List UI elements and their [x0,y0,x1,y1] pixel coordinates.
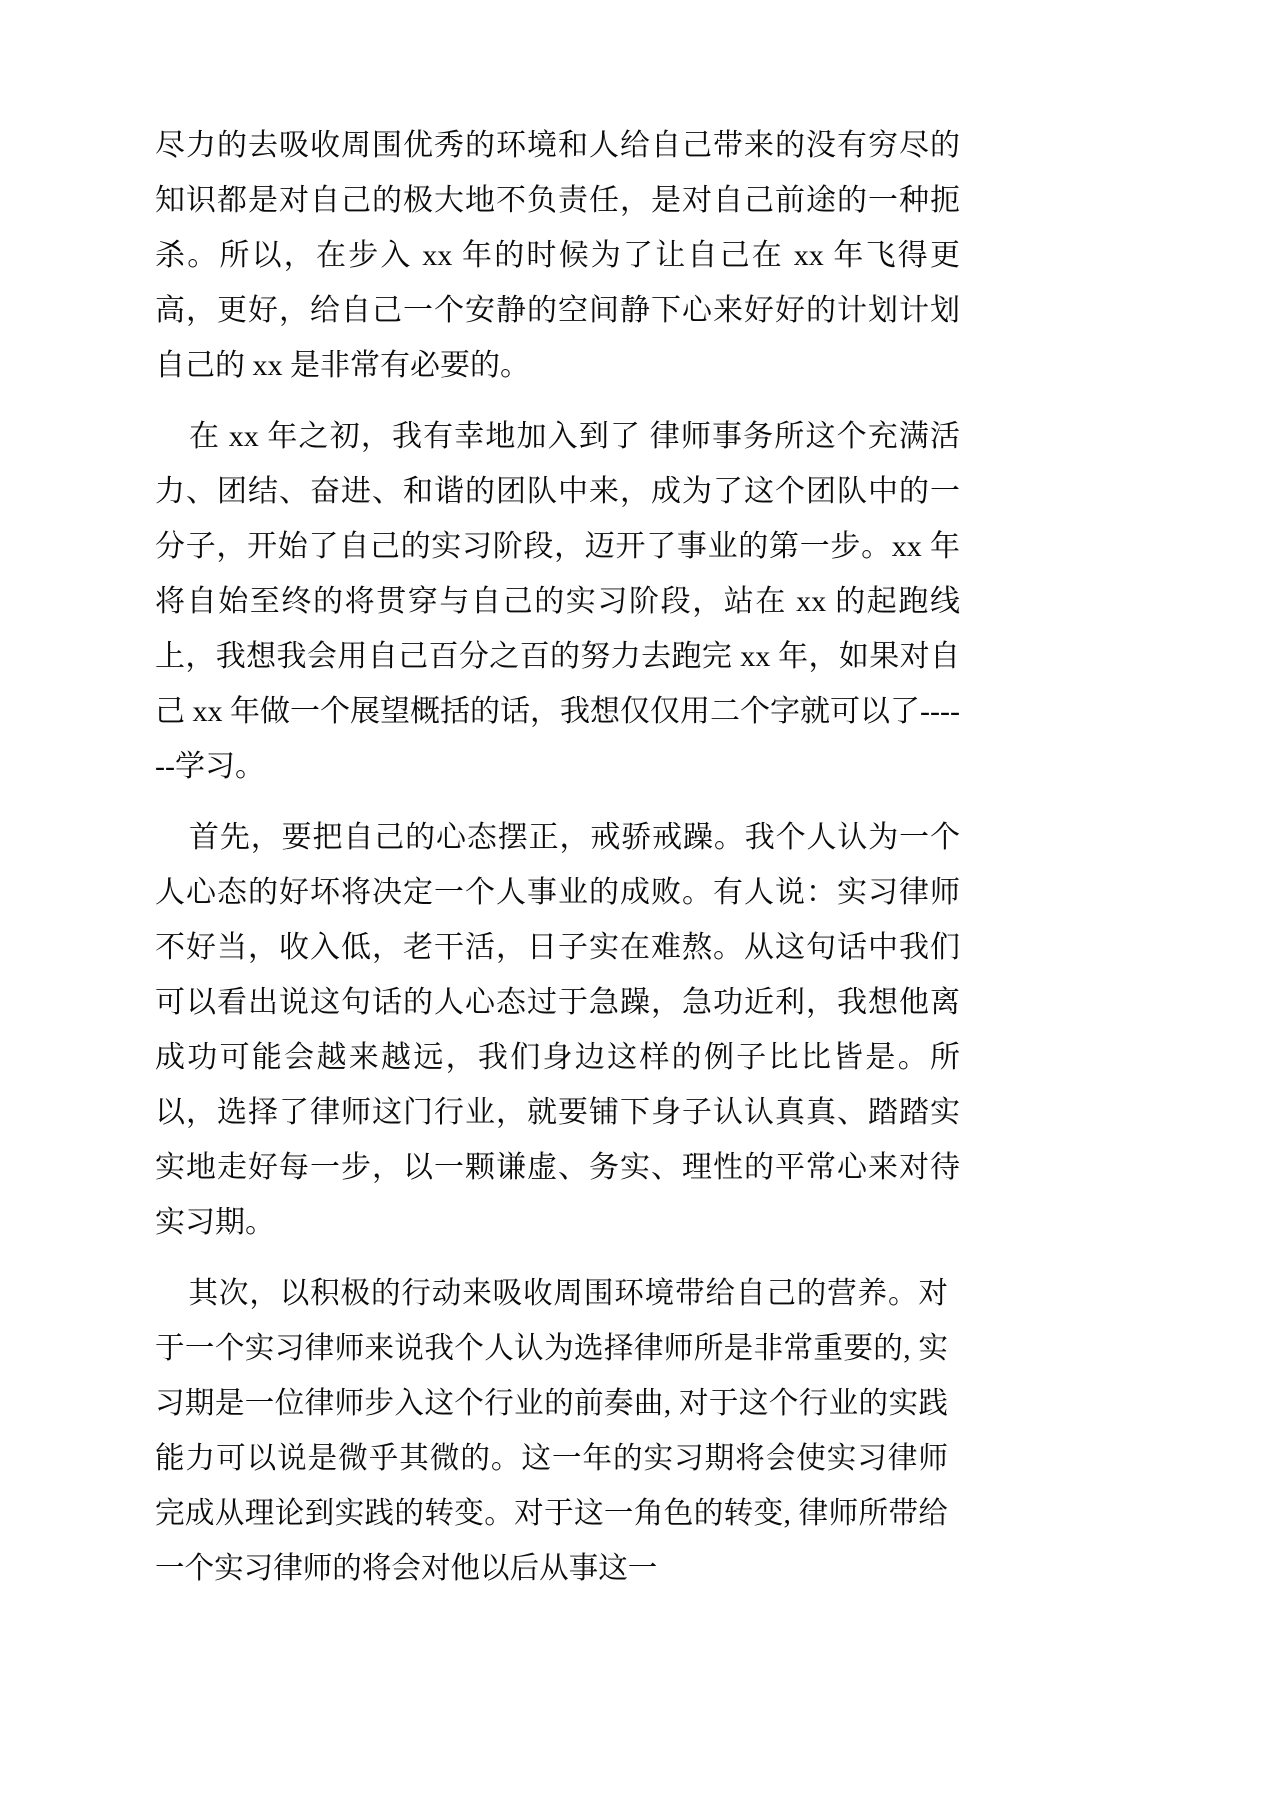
paragraph-4: 其次，以积极的行动来吸收周围环境带给自己的营养。对于一个实习律师来说我个人认为选择律师所是非常重要的, 实习期是一位律师步入这个行业的前奏曲, 对于这个行业的实践能力可以说是微乎其微的。这一年的实习期将会使实习律师完成从理论到实践的转变。对于这一角色的转变, 律师所带给一个实习律师的将会对他以后从事这一 [155,1277,948,1585]
paragraph-3: 首先，要把自己的心态摆正，戒骄戒躁。我个人认为一个人心态的好坏将决定一个人事业的成败。有人说：实习律师不好当，收入低，老干活，日子实在难熬。从这句话中我们可以看出说这句话的人心态过于急躁，急功近利，我想他离成功可能会越来越远，我们身边这样的例子比比皆是。所以，选择了律师这门行业，就要铺下身子认认真真、踏踏实实地走好每一步，以一颗谦虚、务实、理性的平常心来对待实习期。 [155,821,960,1239]
document-text-body [155,118,960,1612]
paragraph-2: 在 xx 年之初，我有幸地加入到了 律师事务所这个充满活力、团结、奋进、和谐的团队中来，成为了这个团队中的一分子，开始了自己的实习阶段，迈开了事业的第一步。xx 年将自始至终的将贯穿与自己的实习阶段，站在 xx 的起跑线上，我想我会用自己百分之百的努力去跑完 xx 年，如果对自己 xx 年做一个展望概括的话，我想仅仅用二个字就可以了------学习。 [155,420,960,783]
paragraph-1: 尽力的去吸收周围优秀的环境和人给自己带来的没有穷尽的知识都是对自己的极大地不负责任，是对自己前途的一种扼杀。所以，在步入 xx 年的时候为了让自己在 xx 年飞得更高，更好，给自己一个安静的空间静下心来好好的计划计划自己的 xx 是非常有必要的。 [155,129,960,382]
